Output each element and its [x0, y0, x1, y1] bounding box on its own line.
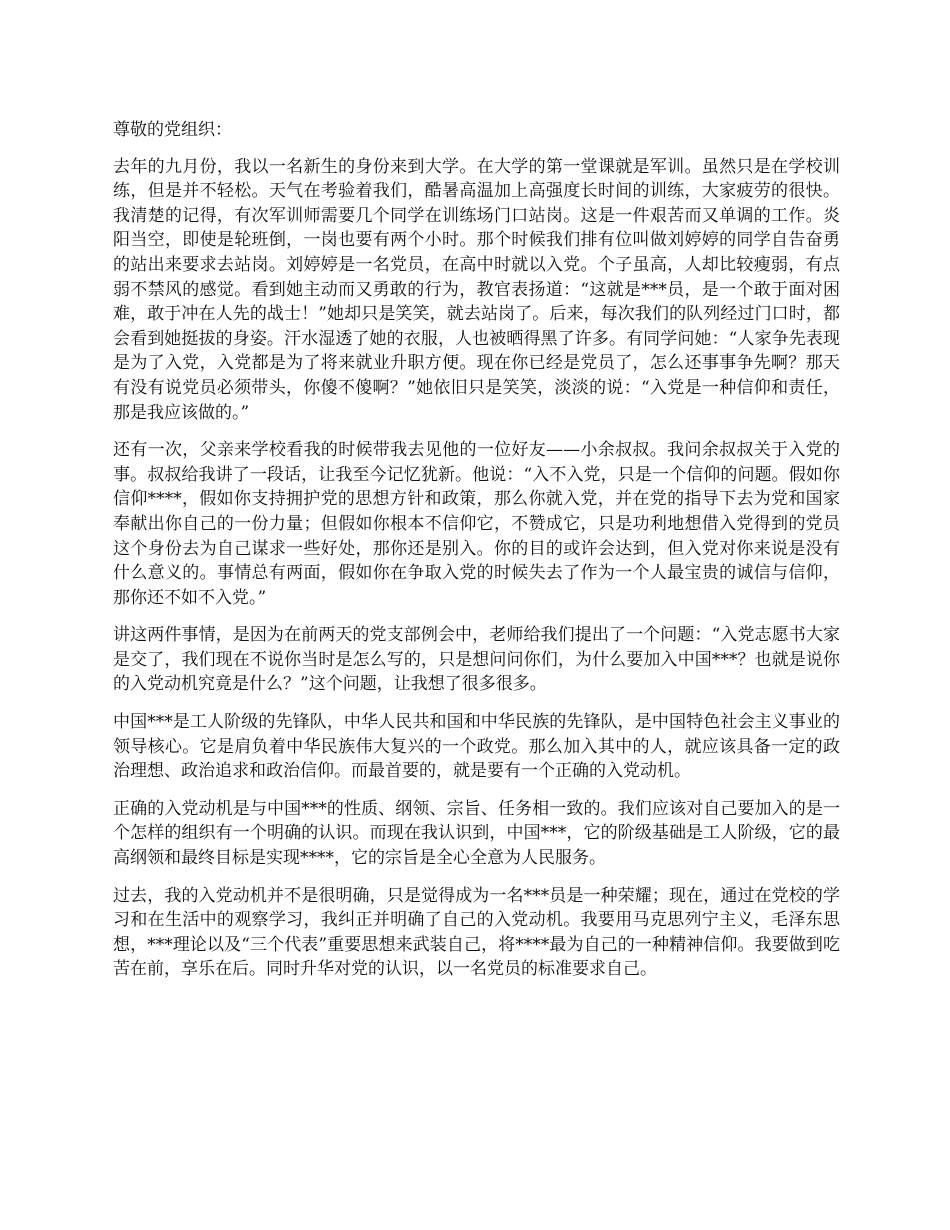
paragraph-branch-meeting-question: 讲这两件事情，是因为在前两天的党支部例会中，老师给我们提出了一个问题：“入党志愿书大家是交了，我们现在不说你当时是怎么写的，只是想问问你们，为什么要加入中国***？也就是说你的入党动机究竟是什么？”这个问题，让我想了很多很多。	[113, 625, 840, 695]
paragraph-military-training: 去年的九月份，我以一名新生的身份来到大学。在大学的第一堂课就是军训。虽然只是在学校训练，但是并不轻松。天气在考验着我们，酷暑高温加上高强度长时间的训练，大家疲劳的很快。我清楚的记得，有次军训师需要几个同学在训练场门口站岗。这是一件艰苦而又单调的工作。炎阳当空，即使是轮班倒，一岗也要有两个小时。那个时候我们排有位叫做刘婷婷的同学自告奋勇的站出来要求去站岗。刘婷婷是一名党员，在高中时就以入党。个子虽高，人却比较瘦弱，有点弱不禁风的感觉。看到她主动而又勇敢的行为，教官表扬道：“这就是***员，是一个敢于面对困难，敢于冲在人先的战士！”她却只是笑笑，就去站岗了。后来，每次我们的队列经过门口时，都会看到她挺拔的身姿。汗水湿透了她的衣服，人也被晒得黑了许多。有同学问她：“人家争先表现是为了入党，入党都是为了将来就业升职方便。现在你已经是党员了，怎么还事事争先啊？那天有没有说党员必须带头，你傻不傻啊？”她依旧只是笑笑，淡淡的说：“入党是一种信仰和责任，那是我应该做的。”	[113, 156, 840, 423]
paragraph-uncle-advice: 还有一次，父亲来学校看我的时候带我去见他的一位好友——小余叔叔。我问余叔叔关于入党的事。叔叔给我讲了一段话，让我至今记忆犹新。他说：“入不入党，只是一个信仰的问题。假如你信仰****，假如你支持拥护党的思想方针和政策，那么你就入党，并在党的指导下去为党和国家奉献出你自己的一份力量；但假如你根本不信仰它，不赞成它，只是功利地想借入党得到的党员这个身份去为自己谋求一些好处，那你还是别入。你的目的或许会达到，但入党对你来说是没有什么意义的。事情总有两面，假如你在争取入党的时候失去了作为一个人最宝贵的诚信与信仰，那你还不如不入党。”	[113, 440, 840, 608]
paragraph-personal-resolve: 过去，我的入党动机并不是很明确，只是觉得成为一名***员是一种荣耀；现在，通过在党校的学习和在生活中的观察学习，我纠正并明确了自己的入党动机。我要用马克思列宁主义，毛泽东思想，***理论以及“三个代表”重要思想来武装自己，将****最为自己的一种精神信仰。我要做到吃苦在前，享乐在后。同时升华对党的认识，以一名党员的标准要求自己。	[113, 885, 840, 980]
salutation: 尊敬的党组织：	[113, 120, 232, 140]
paragraph-correct-motivation: 正确的入党动机是与中国***的性质、纲领、宗旨、任务相一致的。我们应该对自己要加入的是一个怎样的组织有一个明确的认识。而现在我认识到，中国***，它的阶级基础是工人阶级，它的最高纲领和最终目标是实现****，它的宗旨是全心全意为人民服务。	[113, 798, 840, 869]
paragraph-party-nature: 中国***是工人阶级的先锋队，中华人民共和国和中华民族的先锋队，是中国特色社会主义事业的领导核心。它是肩负着中华民族伟大复兴的一个政党。那么加入其中的人，就应该具备一定的政治理想、政治追求和政治信仰。而最首要的，就是要有一个正确的入党动机。	[113, 712, 840, 782]
document-page	[113, 118, 840, 995]
